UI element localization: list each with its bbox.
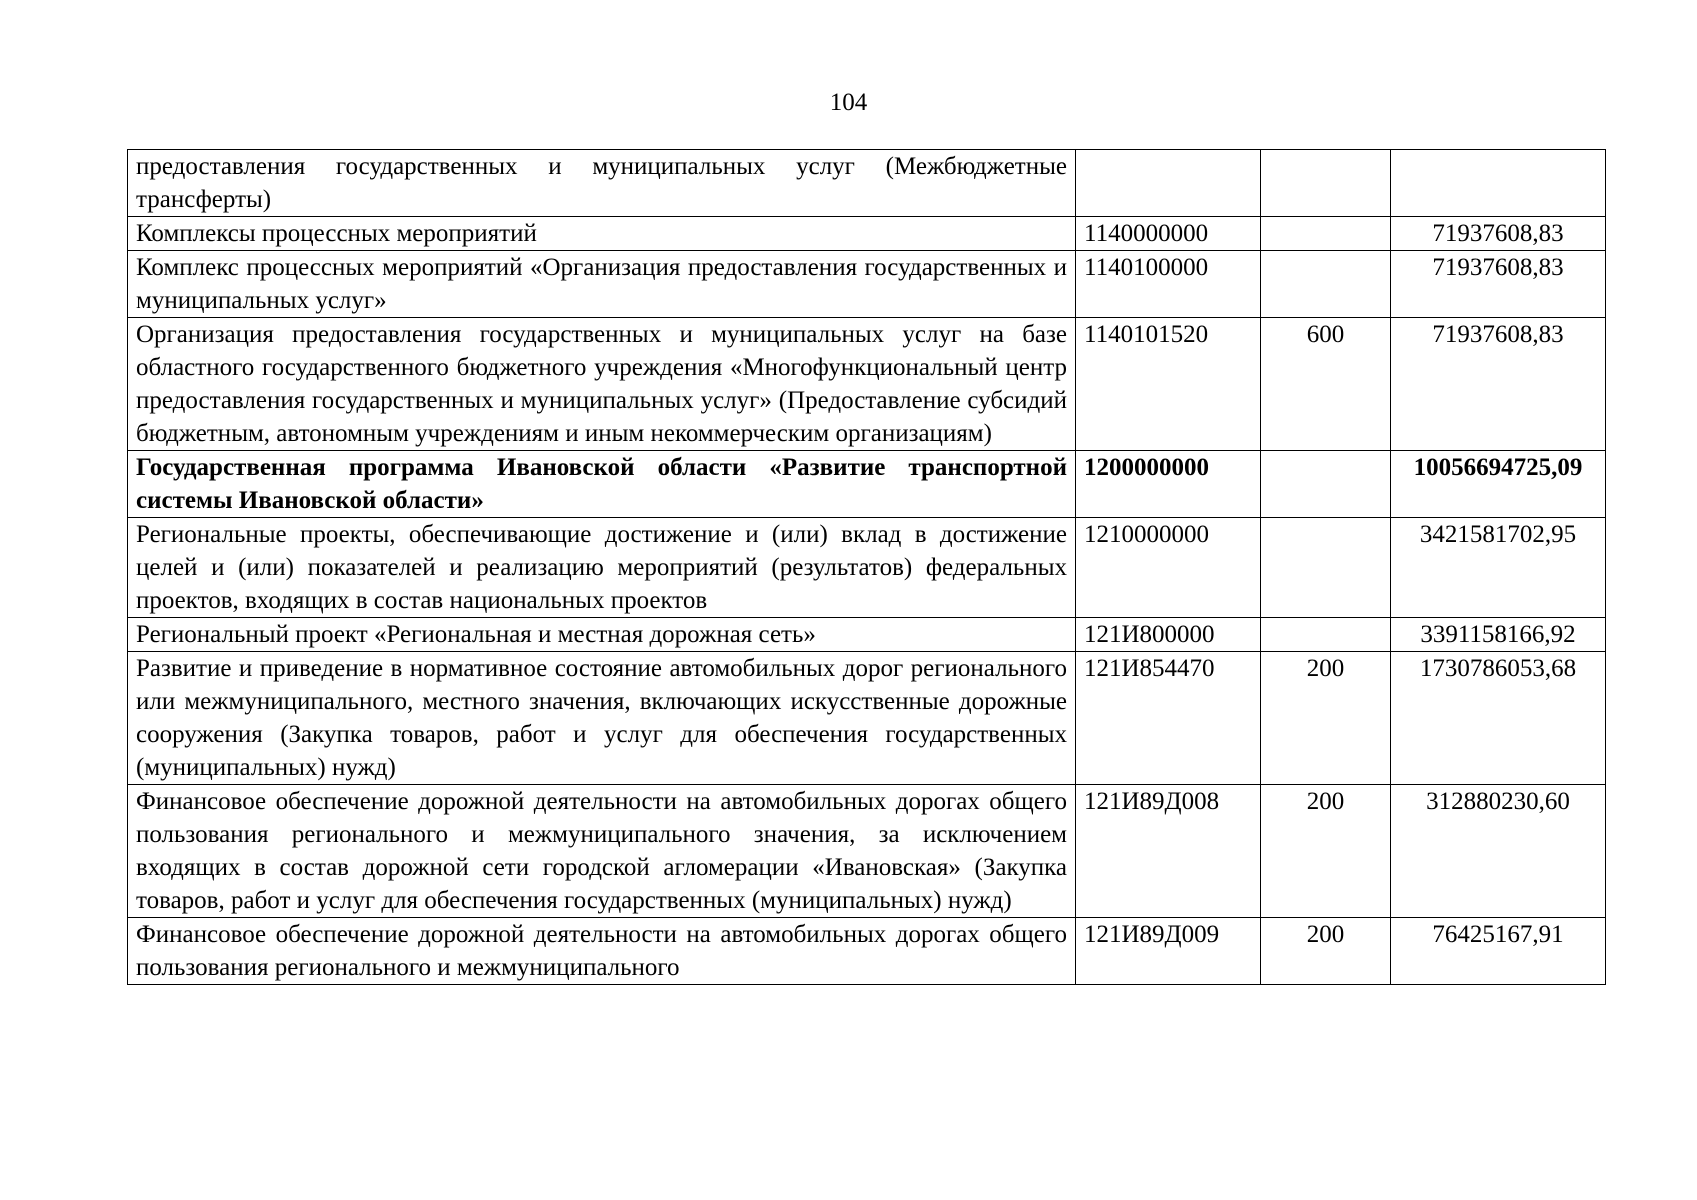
table-row: [128, 150, 1606, 217]
table-row: [128, 618, 1606, 652]
table-row: [128, 785, 1606, 918]
row-code-cell: 1140000000: [1076, 217, 1261, 251]
table-row: [128, 318, 1606, 451]
row-sum-cell: 312880230,60: [1391, 785, 1606, 918]
row-name-cell: Региональный проект «Региональная и местная дорожная сеть»: [128, 618, 1076, 652]
row-type-cell: [1261, 451, 1391, 518]
table-row: [128, 251, 1606, 318]
row-sum-cell: 71937608,83: [1391, 217, 1606, 251]
row-type-cell: 200: [1261, 785, 1391, 918]
row-code-cell: 121И89Д009: [1076, 918, 1261, 985]
row-type-cell: 200: [1261, 918, 1391, 985]
row-code-cell: 121И800000: [1076, 618, 1261, 652]
table-row: [128, 518, 1606, 618]
row-name-cell: Региональные проекты, обеспечивающие достижение и (или) вклад в достижение целей и (или) показателей и реализацию мероприятий (результатов) федеральных проектов, входящих в состав национальных проектов: [128, 518, 1076, 618]
row-name-cell: Финансовое обеспечение дорожной деятельности на автомобильных дорогах общего пользования регионального и межмуниципального: [128, 918, 1076, 985]
table-row: [128, 918, 1606, 985]
row-sum-cell: 3421581702,95: [1391, 518, 1606, 618]
row-name-cell: Государственная программа Ивановской области «Развитие транспортной системы Ивановской области»: [128, 451, 1076, 518]
row-code-cell: 1200000000: [1076, 451, 1261, 518]
row-type-cell: [1261, 150, 1391, 217]
table-row: [128, 217, 1606, 251]
budget-table: [127, 149, 1606, 985]
row-code-cell: 121И89Д008: [1076, 785, 1261, 918]
row-code-cell: 121И854470: [1076, 652, 1261, 785]
row-code-cell: 1140100000: [1076, 251, 1261, 318]
row-type-cell: [1261, 251, 1391, 318]
row-code-cell: 1210000000: [1076, 518, 1261, 618]
row-type-cell: 200: [1261, 652, 1391, 785]
row-name-cell: предоставления государственных и муниципальных услуг (Межбюджетные трансферты): [128, 150, 1076, 217]
row-type-cell: [1261, 518, 1391, 618]
row-code-cell: 1140101520: [1076, 318, 1261, 451]
row-sum-cell: 10056694725,09: [1391, 451, 1606, 518]
row-sum-cell: [1391, 150, 1606, 217]
row-code-cell: [1076, 150, 1261, 217]
row-type-cell: [1261, 618, 1391, 652]
row-sum-cell: 1730786053,68: [1391, 652, 1606, 785]
row-sum-cell: 71937608,83: [1391, 251, 1606, 318]
row-sum-cell: 3391158166,92: [1391, 618, 1606, 652]
row-type-cell: [1261, 217, 1391, 251]
table-row: [128, 652, 1606, 785]
row-name-cell: Организация предоставления государственных и муниципальных услуг на базе областного государственного бюджетного учреждения «Многофункциональный центр предоставления государственных и муниципальных услуг» (Предоставление субсидий бюджетным, автономным учреждениям и иным некоммерческим организациям): [128, 318, 1076, 451]
row-type-cell: 600: [1261, 318, 1391, 451]
row-sum-cell: 76425167,91: [1391, 918, 1606, 985]
row-name-cell: Финансовое обеспечение дорожной деятельности на автомобильных дорогах общего пользования регионального и межмуниципального значения, за исключением входящих в состав дорожной сети городской агломерации «Ивановская» (Закупка товаров, работ и услуг для обеспечения государственных (муниципальных) нужд): [128, 785, 1076, 918]
row-name-cell: Развитие и приведение в нормативное состояние автомобильных дорог регионального или межмуниципального, местного значения, включающих искусственные дорожные сооружения (Закупка товаров, работ и услуг для обеспечения государственных (муниципальных) нужд): [128, 652, 1076, 785]
row-sum-cell: 71937608,83: [1391, 318, 1606, 451]
page-number: 104: [829, 89, 868, 116]
row-name-cell: Комплекс процессных мероприятий «Организация предоставления государственных и муниципальных услуг»: [128, 251, 1076, 318]
row-name-cell: Комплексы процессных мероприятий: [128, 217, 1076, 251]
table-row-program: [128, 451, 1606, 518]
